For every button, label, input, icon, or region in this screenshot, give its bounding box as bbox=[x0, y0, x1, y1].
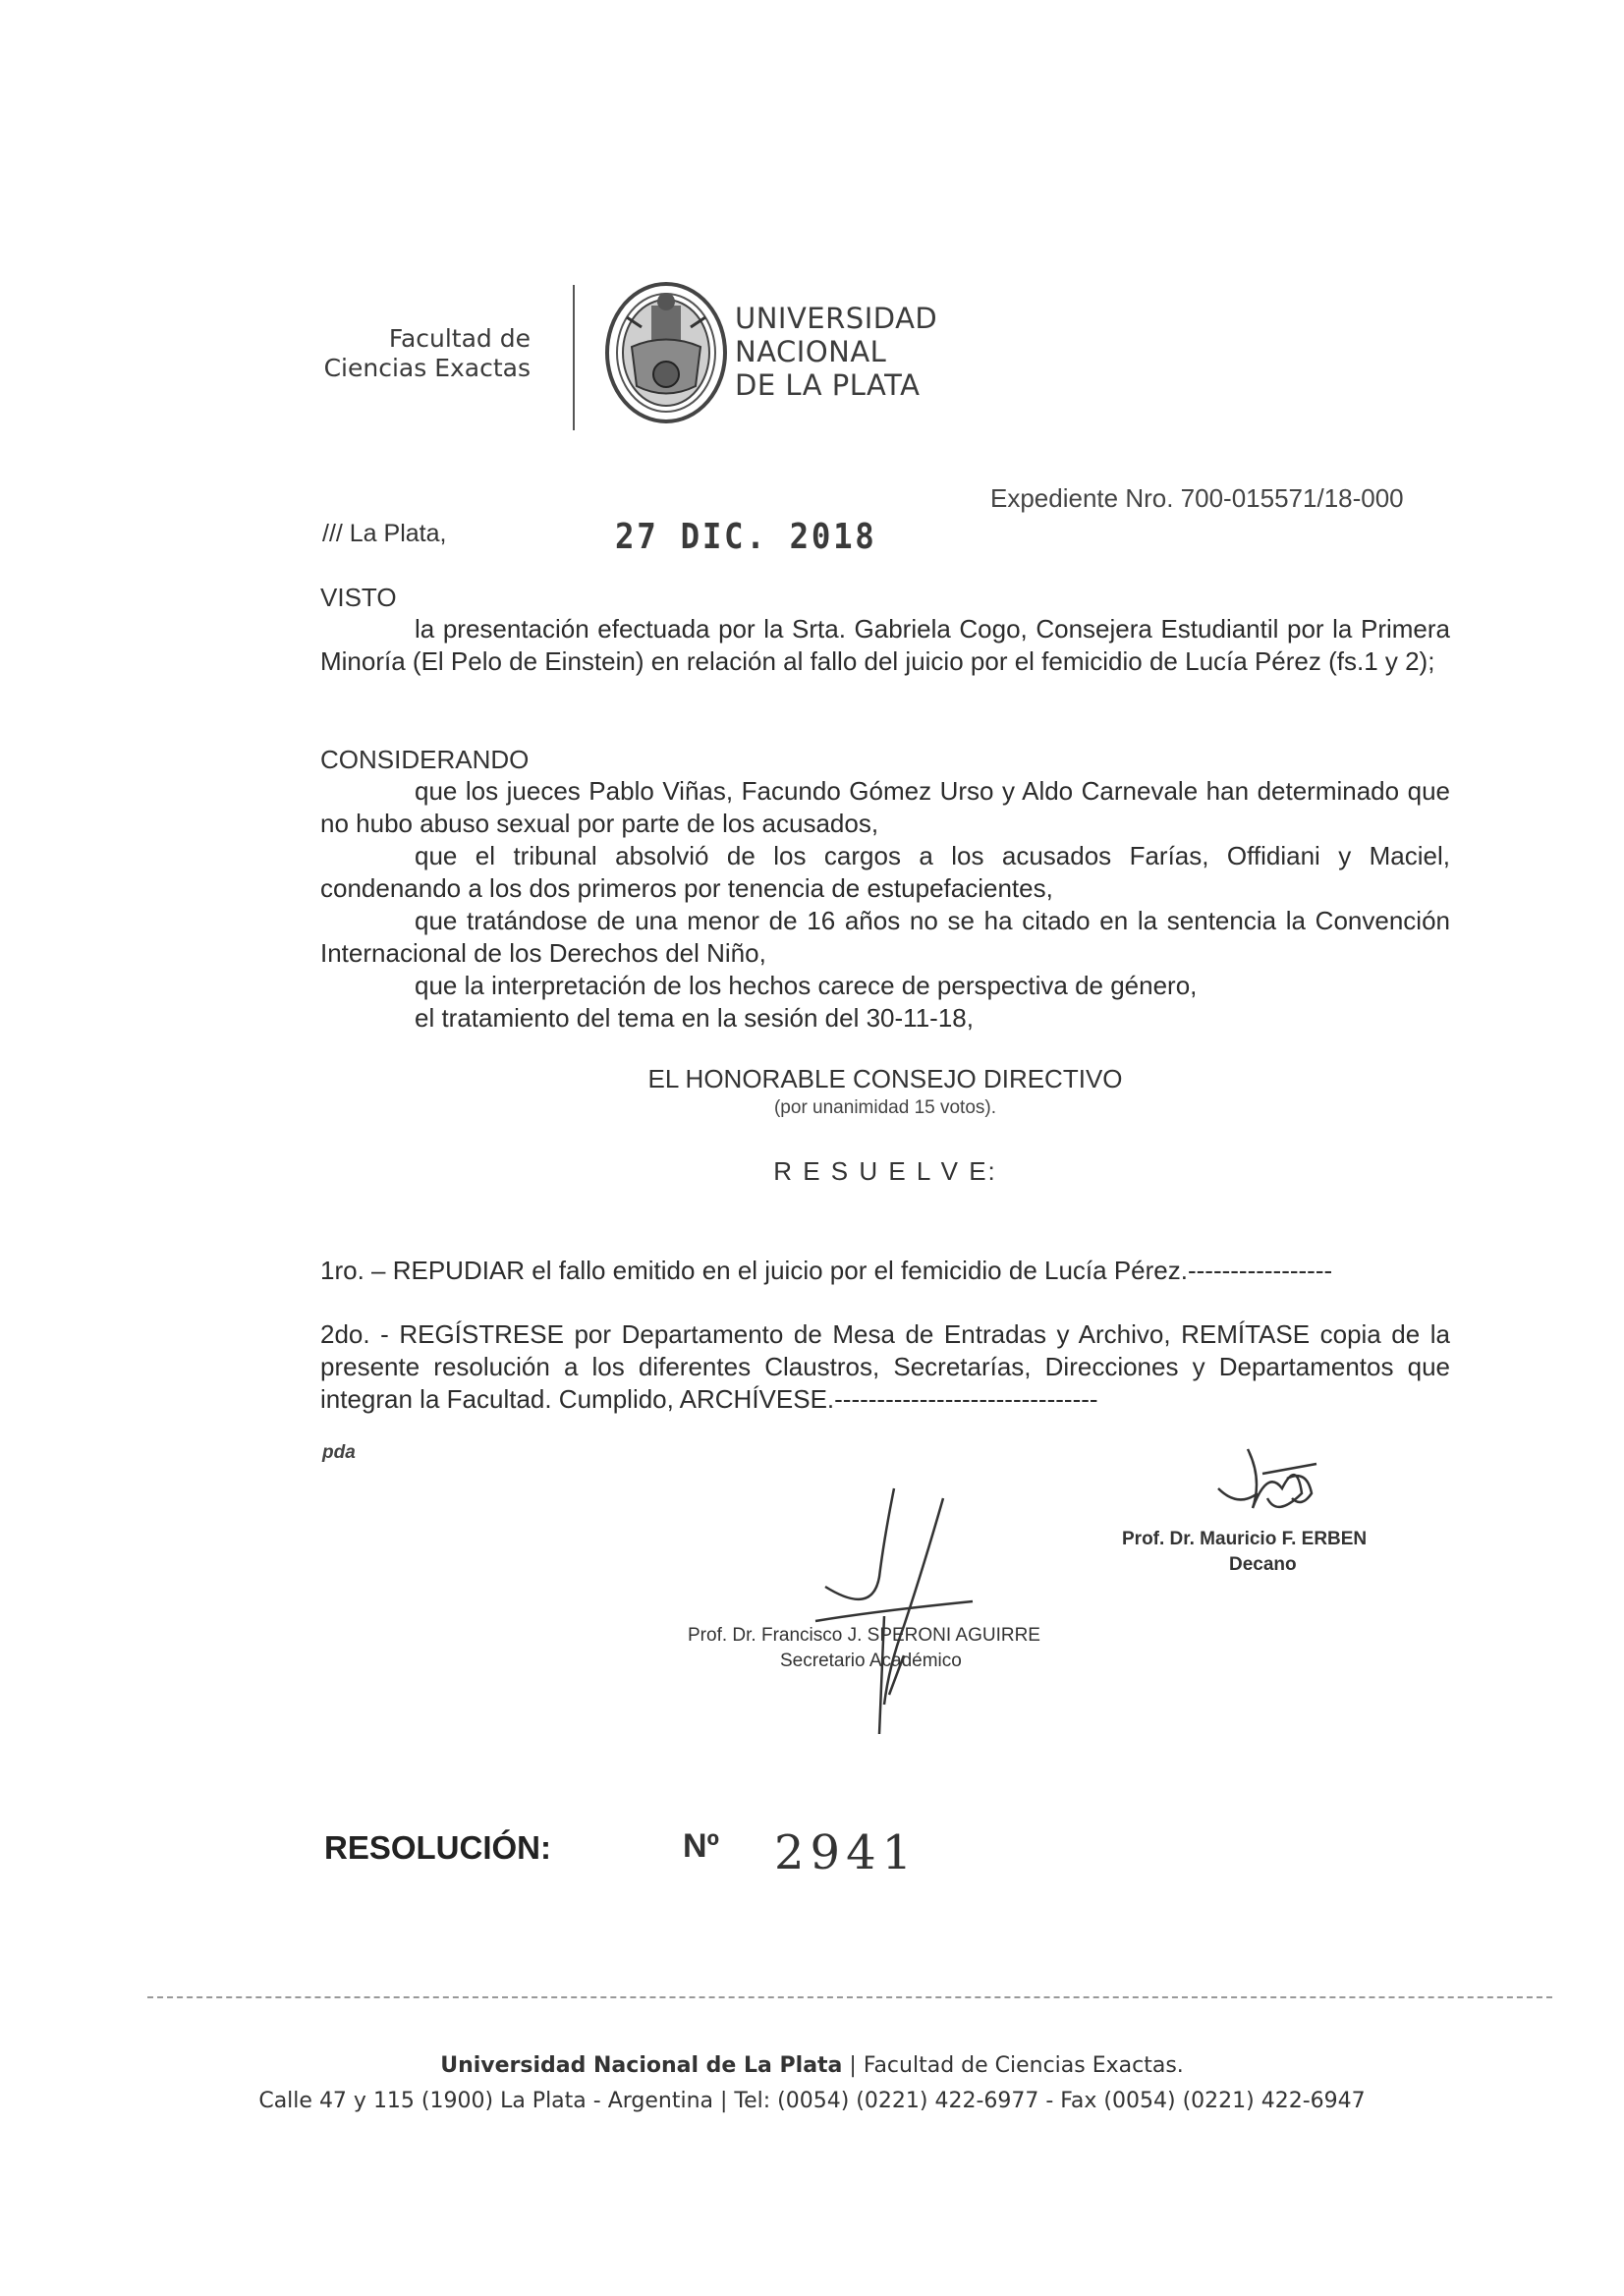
place-label: /// La Plata, bbox=[322, 520, 447, 547]
faculty-line-1: Facultad de bbox=[388, 324, 531, 353]
visto-heading: VISTO bbox=[320, 583, 397, 612]
visto-body: la presentación efectuada por la Srta. Gabriela Cogo, Consejera Estudiantil por la Primera Minoría (El Pelo de Einstein) en relación al fallo del juicio por el femicidio de Lucía Pérez (fs.1 y 2); bbox=[320, 614, 1450, 676]
considerando-item-3 bbox=[320, 905, 1450, 970]
considerando-item-2-text: que el tribunal absolvió de los cargos a los acusados Farías, Offidiani y Maciel, condenando a los dos primeros por tenencia de estupefacientes, bbox=[320, 841, 1450, 903]
footer-line-1: Universidad Nacional de La Plata | Facultad de Ciencias Exactas. bbox=[440, 2053, 1184, 2078]
secretary-title: Secretario Académico bbox=[780, 1651, 962, 1671]
secretary-name bbox=[688, 1625, 1040, 1647]
university-name bbox=[735, 302, 937, 402]
header-divider bbox=[573, 285, 575, 430]
dean-title: Decano bbox=[1229, 1554, 1297, 1575]
footer-divider bbox=[147, 1996, 1552, 1998]
faculty-name bbox=[295, 324, 531, 383]
considerando-item-5-text: el tratamiento del tema en la sesión del 30-11-18, bbox=[415, 1003, 974, 1033]
footer-university: Universidad Nacional de La Plata bbox=[440, 2053, 843, 2078]
secretary-signature-icon bbox=[786, 1479, 982, 1754]
resolution-number: 2941 bbox=[774, 1825, 919, 1880]
university-line-2: NACIONAL bbox=[735, 335, 887, 368]
university-line-3: DE LA PLATA bbox=[735, 368, 921, 402]
article-1: 1ro. – REPUDIAR el fallo emitido en el juicio por el femicidio de Lucía Pérez.----------------- bbox=[320, 1256, 1333, 1285]
footer-line-2: Calle 47 y 115 (1900) La Plata - Argentina | Tel: (0054) (0221) 422-6977 - Fax (0054) (0221) 422-6947 bbox=[258, 2089, 1366, 2113]
considerando-item-5 bbox=[320, 1002, 1450, 1035]
university-line-1: UNIVERSIDAD bbox=[735, 302, 938, 335]
university-seal-icon bbox=[602, 278, 730, 430]
considerando-item-4-text: que la interpretación de los hechos carece de perspectiva de género, bbox=[415, 971, 1198, 1000]
considerando-item-2 bbox=[320, 840, 1450, 905]
dean-name: Prof. Dr. Mauricio F. ERBEN bbox=[1122, 1529, 1368, 1549]
article-2: 2do. - REGÍSTRESE por Departamento de Mesa de Entradas y Archivo, REMÍTASE copia de la presente resolución a los diferentes Claustros, Secretarías, Direcciones y Departamentos que integran la Facultad. Cumplido, ARCHÍVESE.------------------------------- bbox=[320, 1319, 1450, 1414]
considerando-item-1 bbox=[320, 775, 1450, 840]
expediente-number: Expediente Nro. 700-015571/18-000 bbox=[990, 483, 1404, 513]
considerando-item-4 bbox=[320, 970, 1450, 1002]
initials: pda bbox=[322, 1442, 356, 1463]
secretary-name-text: Prof. Dr. Francisco J. SPERONI AGUIRRE bbox=[688, 1625, 1040, 1646]
faculty-line-2: Ciencias Exactas bbox=[323, 354, 531, 382]
resolution-number-mark: Nº bbox=[683, 1827, 719, 1865]
council-votes: (por unanimidad 15 votos). bbox=[773, 1097, 996, 1118]
considerando-heading: CONSIDERANDO bbox=[320, 745, 530, 774]
date-stamp: 27 DIC. 2018 bbox=[615, 517, 877, 557]
visto-text bbox=[320, 613, 1450, 678]
considerando-item-1-text: que los jueces Pablo Viñas, Facundo Gómez Urso y Aldo Carnevale han determinado que no hubo abuso sexual por parte de los acusados, bbox=[320, 776, 1450, 838]
footer-faculty: Facultad de Ciencias Exactas. bbox=[863, 2053, 1184, 2078]
dean-signature-icon bbox=[1208, 1439, 1346, 1528]
resolution-label: RESOLUCIÓN: bbox=[324, 1829, 551, 1866]
resuelve-heading: R E S U E L V E: bbox=[773, 1156, 997, 1186]
council-title: EL HONORABLE CONSEJO DIRECTIVO bbox=[647, 1064, 1123, 1093]
considerando-item-3-text: que tratándose de una menor de 16 años no se ha citado en la sentencia la Convención Internacional de los Derechos del Niño, bbox=[320, 906, 1450, 968]
